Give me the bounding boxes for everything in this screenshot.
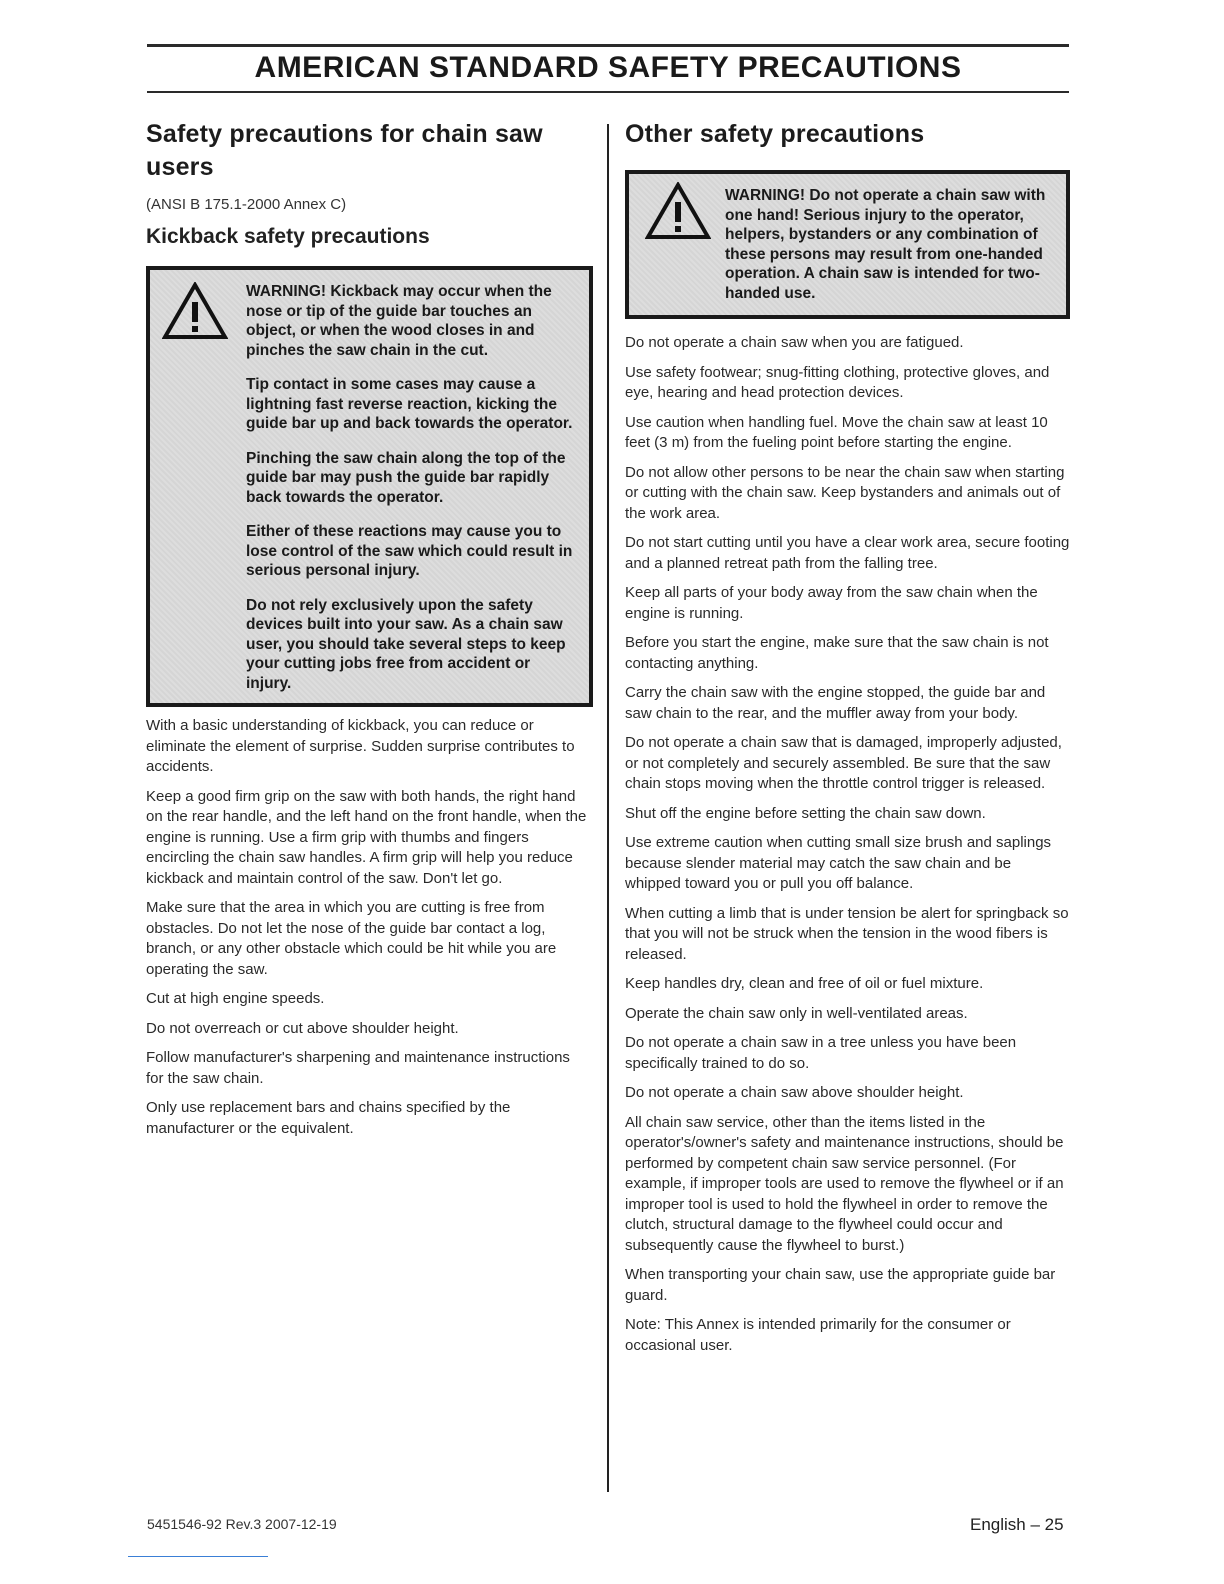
body-paragraph: Do not start cutting until you have a clear work area, secure footing and a planned retreat path from the falling tree. bbox=[625, 534, 1070, 572]
body-paragraph: Follow manufacturer's sharpening and maintenance instructions for the saw chain. bbox=[146, 1049, 570, 1087]
warning-triangle-icon bbox=[645, 182, 711, 240]
section-title-other-precautions: Other safety precautions bbox=[625, 120, 925, 148]
section-title-kickback: Kickback safety precautions bbox=[146, 225, 430, 248]
body-paragraph: Keep a good firm grip on the saw with both hands, the right hand on the rear handle, and the left hand on the front handle, when the engine is running. Use a firm grip with thumbs and fingers encircling the chain saw handles. A firm grip will help you reduce kickback and maintain control of the saw. Don't let go. bbox=[146, 787, 587, 887]
body-paragraph: Do not operate a chain saw that is damaged, improperly adjusted, or not completely and securely assembled. Be sure that the saw chain stops moving when the throttle control trigger is released. bbox=[625, 734, 1062, 792]
body-paragraph: Do not allow other persons to be near the chain saw when starting or cutting with the chain saw. Keep bystanders and animals out of the work area. bbox=[625, 463, 1065, 522]
page-header bbox=[147, 44, 1069, 94]
document-number: 5451546-92 Rev.3 2007-12-19 bbox=[147, 1516, 337, 1532]
standard-reference: (ANSI B 175.1-2000 Annex C) bbox=[146, 196, 347, 213]
body-paragraph: When transporting your chain saw, use the appropriate guide bar guard. bbox=[625, 1266, 1056, 1304]
warning-paragraph: WARNING! Kickback may occur when the nose or tip of the guide bar touches an object, or when the wood closes in and pinches the saw chain in the cut. bbox=[246, 283, 552, 359]
warning-triangle-icon bbox=[162, 282, 228, 340]
body-paragraph: Do not operate a chain saw when you are fatigued. bbox=[625, 334, 964, 351]
body-paragraph: Cut at high engine speeds. bbox=[146, 990, 325, 1007]
footer-link-underline bbox=[128, 1556, 268, 1557]
section-title-chain-saw-users: Safety precautions for chain saw users bbox=[146, 120, 543, 181]
body-paragraph: Do not operate a chain saw in a tree unless you have been specifically trained to do so. bbox=[625, 1034, 1017, 1072]
body-paragraph: Use caution when handling fuel. Move the chain saw at least 10 feet (3 m) from the fueling point before starting the engine. bbox=[625, 413, 1048, 451]
body-paragraph: Note: This Annex is intended primarily for the consumer or occasional user. bbox=[625, 1316, 1011, 1354]
kickback-warning-box bbox=[146, 266, 593, 707]
body-paragraph: Do not overreach or cut above shoulder height. bbox=[146, 1019, 459, 1037]
header-rule-bottom bbox=[147, 91, 1069, 93]
column-divider bbox=[607, 124, 609, 1492]
one-hand-warning-box bbox=[625, 170, 1070, 319]
body-paragraph: Do not operate a chain saw above shoulder height. bbox=[625, 1084, 964, 1101]
page-number: English – 25 bbox=[970, 1515, 1064, 1534]
warning-paragraph: Either of these reactions may cause you to lose control of the saw which could result in serious personal injury. bbox=[246, 523, 573, 579]
body-paragraph: Use safety footwear; snug-fitting clothing, protective gloves, and eye, hearing and head protection devices. bbox=[625, 363, 1050, 401]
warning-paragraph: Tip contact in some cases may cause a lightning fast reverse reaction, kicking the guide bar up and back towards the operator. bbox=[246, 376, 573, 432]
body-paragraph: Use extreme caution when cutting small size brush and saplings because slender material may catch the saw chain and be whipped toward you or pull you off balance. bbox=[625, 834, 1052, 892]
body-paragraph: All chain saw service, other than the items listed in the operator's/owner's safety and maintenance instructions, should be performed by competent chain saw service personnel. (For example, if improper tools are used to remove the flywheel or if an improper tool is used to hold the flywheel in order to remove the clutch, structural damage to the flywheel could occur and subsequently cause the flywheel to burst.) bbox=[625, 1113, 1064, 1254]
right-column bbox=[625, 118, 1070, 1356]
warning-paragraph: Pinching the saw chain along the top of the guide bar may push the guide bar rapidly back towards the operator. bbox=[246, 449, 566, 506]
left-column bbox=[146, 118, 588, 1139]
body-paragraph: With a basic understanding of kickback, you can reduce or eliminate the element of surprise. Sudden surprise contributes to accidents. bbox=[146, 717, 575, 775]
header-rule-top bbox=[147, 44, 1069, 47]
page-title: AMERICAN STANDARD SAFETY PRECAUTIONS bbox=[254, 51, 962, 84]
body-paragraph: Only use replacement bars and chains specified by the manufacturer or the equivalent. bbox=[146, 1099, 511, 1137]
body-paragraph: Operate the chain saw only in well-ventilated areas. bbox=[625, 1004, 968, 1022]
body-paragraph: Shut off the engine before setting the chain saw down. bbox=[625, 804, 986, 822]
body-paragraph: When cutting a limb that is under tension be alert for springback so that you will not be struck when the tension in the wood fibers is released. bbox=[625, 904, 1069, 963]
warning-paragraph: Do not rely exclusively upon the safety devices built into your saw. As a chain saw user, you should take several steps to keep your cutting jobs free from accident or injury. bbox=[246, 596, 566, 692]
body-paragraph: Carry the chain saw with the engine stopped, the guide bar and saw chain to the rear, and the muffler away from your body. bbox=[625, 684, 1046, 722]
body-paragraph: Before you start the engine, make sure that the saw chain is not contacting anything. bbox=[625, 634, 1049, 672]
body-paragraph: Make sure that the area in which you are cutting is free from obstacles. Do not let the nose of the guide bar contact a log, branch, or any other obstacle which could be hit while you are operating the saw. bbox=[146, 899, 557, 978]
body-paragraph: Keep all parts of your body away from the saw chain when the engine is running. bbox=[625, 584, 1038, 622]
warning-paragraph: WARNING! Do not operate a chain saw with one hand! Serious injury to the operator, helpers, bystanders or any combination of these persons may result from one-handed operation. A chain saw is intended for two-handed use. bbox=[725, 187, 1046, 302]
body-paragraph: Keep handles dry, clean and free of oil or fuel mixture. bbox=[625, 975, 984, 992]
